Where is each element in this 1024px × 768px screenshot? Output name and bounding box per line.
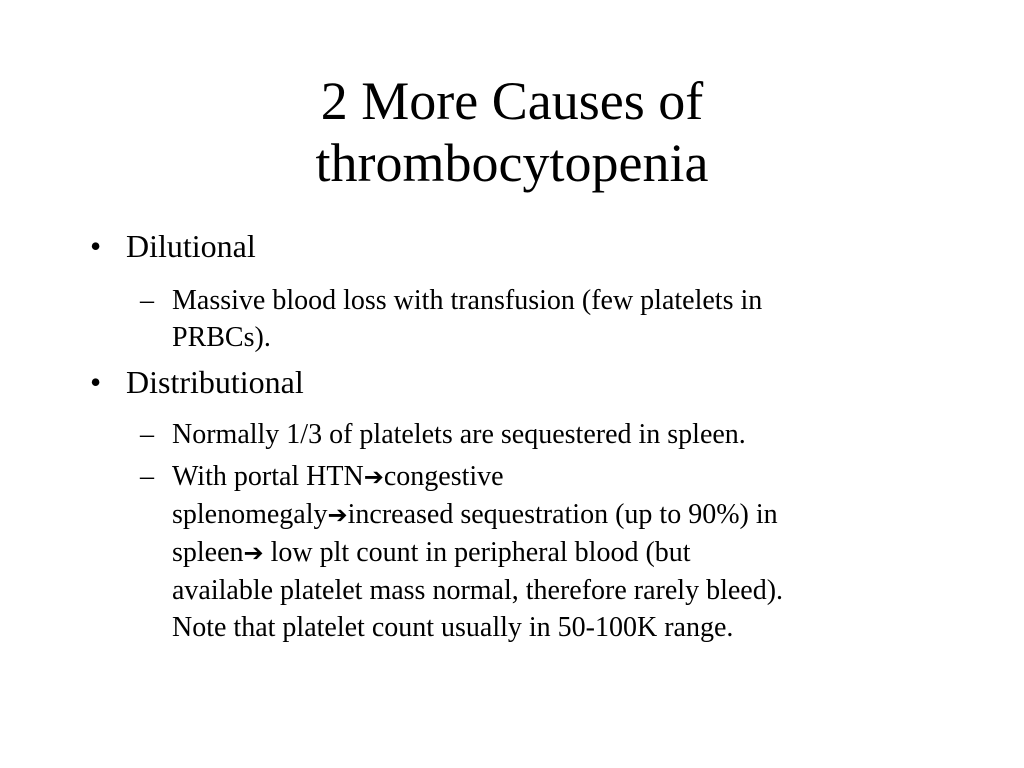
- subitem-line: [172, 496, 932, 534]
- segment: increased sequestration (up to 90%) in: [347, 499, 778, 530]
- bullet-label: Dilutional: [126, 228, 256, 264]
- dash-icon: –: [140, 461, 154, 492]
- bullet-dot-icon: •: [90, 228, 102, 264]
- arrow-right-icon: ➔: [363, 463, 384, 491]
- subitem-line: Massive blood loss with transfusion (few platelets in: [172, 285, 763, 316]
- subitem-text: [172, 416, 932, 453]
- subitem-text: [172, 458, 932, 646]
- bullet-label: Distributional: [126, 364, 304, 400]
- segment: spleen: [172, 537, 244, 568]
- subitem-line: [172, 458, 932, 496]
- subitem-line: available platelet mass normal, therefore rarely bleed).: [172, 575, 784, 606]
- subitem-text: [172, 282, 932, 356]
- dash-icon: –: [140, 285, 154, 316]
- segment: With portal HTN: [172, 461, 364, 492]
- dash-icon: –: [140, 419, 154, 450]
- arrow-right-icon: ➔: [327, 501, 348, 529]
- bullet-dot-icon: •: [90, 364, 102, 400]
- segment: splenomegaly: [172, 499, 328, 530]
- subitem-line: PRBCs).: [172, 322, 271, 353]
- subitem-line: Note that platelet count usually in 50-100K range.: [172, 612, 734, 643]
- slide-title: [0, 70, 1024, 194]
- subitem-line: [172, 534, 932, 572]
- segment: low plt count in peripheral blood (but: [263, 537, 691, 568]
- slide-title-line-1: 2 More Causes of: [320, 71, 704, 131]
- arrow-right-icon: ➔: [243, 539, 264, 567]
- segment: congestive: [383, 461, 504, 492]
- subitem-line: Normally 1/3 of platelets are sequestered in spleen.: [172, 419, 746, 450]
- slide-title-line-2: thrombocytopenia: [315, 133, 709, 193]
